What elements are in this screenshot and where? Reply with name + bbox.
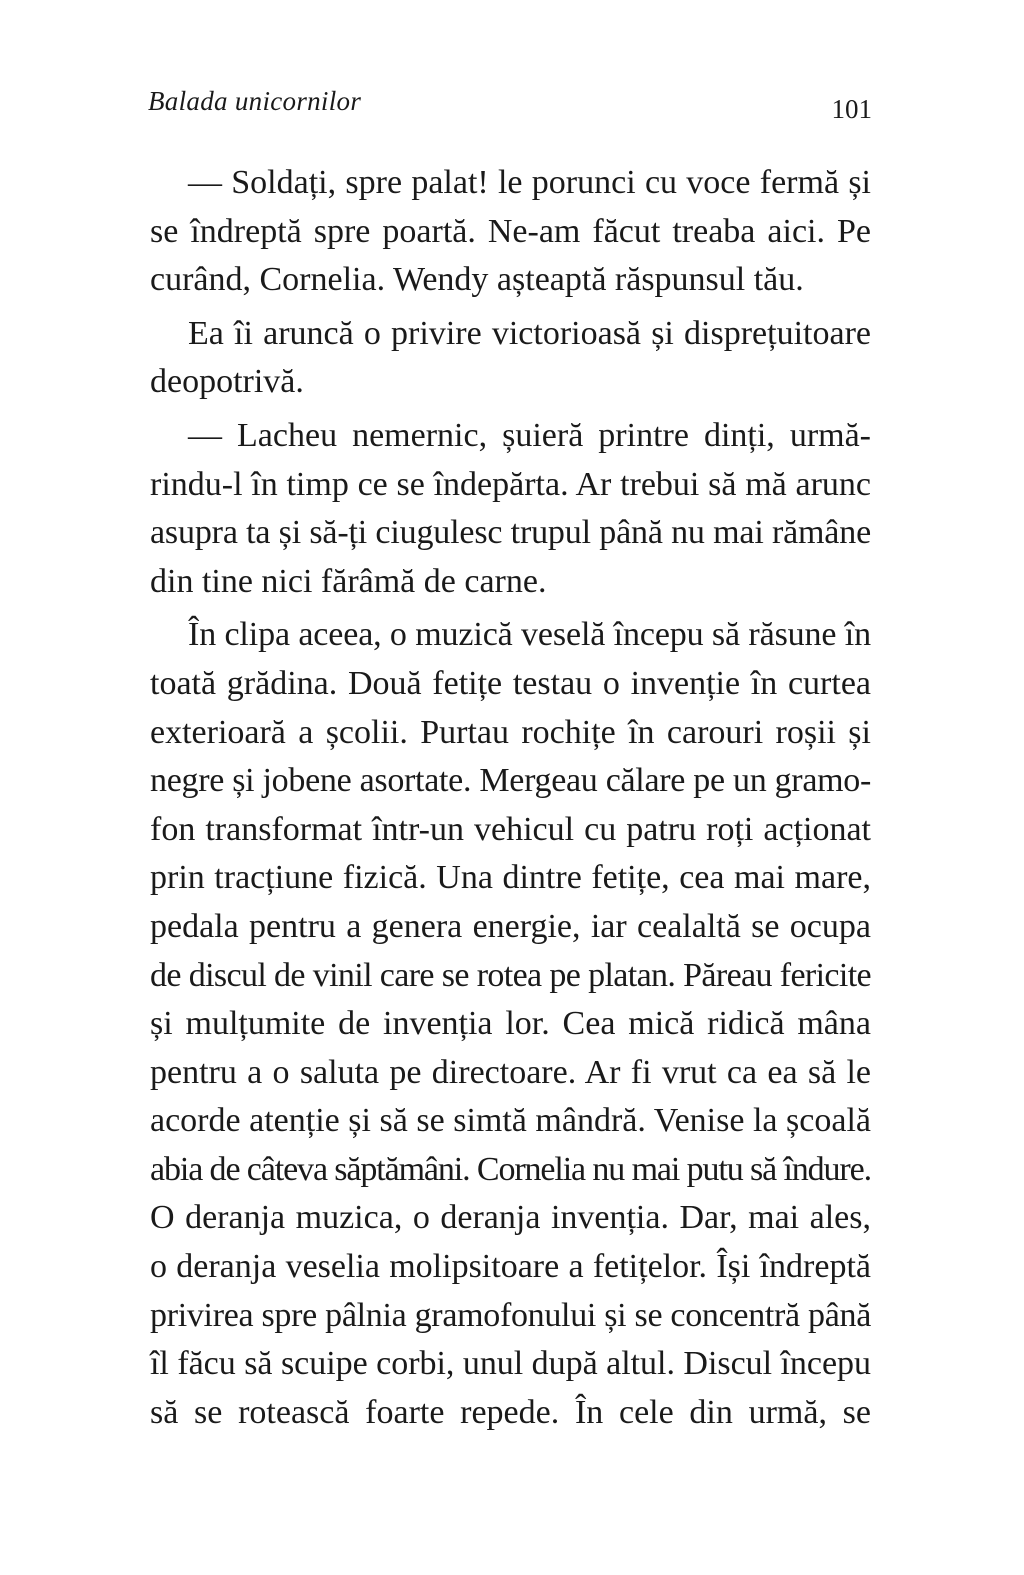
text-line: să se rotească foarte repede. În cele din urmă, se [150,1393,871,1431]
text-line: O deranja muzica, o deranja invenția. Dar, mai ales, [150,1199,871,1237]
text-line: din tine nici fărâmă de carne. [150,562,547,600]
text-line: o deranja veselia molipsitoare a fetițelor. Își îndreptă [150,1248,871,1286]
text-line: — Soldați, spre palat! le porunci cu voce fermă și [188,164,871,201]
text-line: abia de câteva săptămâni. Cornelia nu mai putu să îndure. [150,1150,872,1188]
text-line: rindu-l în timp ce se îndepărta. Ar trebui să mă arunc [150,465,871,503]
book-title: Balada unicornilor [148,86,362,116]
text-line: pedala pentru a genera energie, iar cealaltă se ocupa [150,907,871,945]
text-line: și mulțumite de invenția lor. Cea mică ridică mâna [150,1005,871,1043]
text-line: exterioară a școlii. Purtau rochițe în carouri roșii și [150,713,871,751]
text-line: curând, Cornelia. Wendy așteaptă răspunsul tău. [150,261,804,299]
text-line: se îndreptă spre poartă. Ne-am făcut treaba aici. Pe [150,212,871,250]
text-line: În clipa aceea, o muzică veselă începu să răsune în [188,616,871,654]
body-text [150,159,871,1437]
page-number: 101 [831,94,872,124]
text-line: negre și jobene asortate. Mergeau călare pe un gramo- [150,762,872,800]
text-line: asupra ta și să-ți ciugulesc trupul până nu mai rămâne [150,514,872,552]
text-line: îl făcu să scuipe corbi, unul după altul. Discul începu [150,1345,871,1383]
text-line: deopotrivă. [150,363,304,401]
text-line: prin tracțiune fizică. Una dintre fetițe, cea mai mare, [150,859,871,897]
text-line: privirea spre pâlnia gramofonului și se concentră până [150,1296,872,1334]
text-line: de discul de vinil care se rotea pe platan. Păreau fericite [150,956,871,994]
text-line: toată grădina. Două fetițe testau o invenție în curtea [150,664,871,702]
text-line: Ea îi aruncă o privire victorioasă și disprețuitoare [188,314,871,352]
running-head [148,86,872,126]
text-line: — Lacheu nemernic, șuieră printre dinți, urmă- [188,416,871,454]
text-line: fon transformat într-un vehicul cu patru roți acționat [150,810,871,848]
text-line: acorde atenție și să se simtă mândră. Venise la școală [150,1102,871,1140]
text-line: pentru a o saluta pe directoare. Ar fi vrut ca ea să le [150,1053,871,1091]
